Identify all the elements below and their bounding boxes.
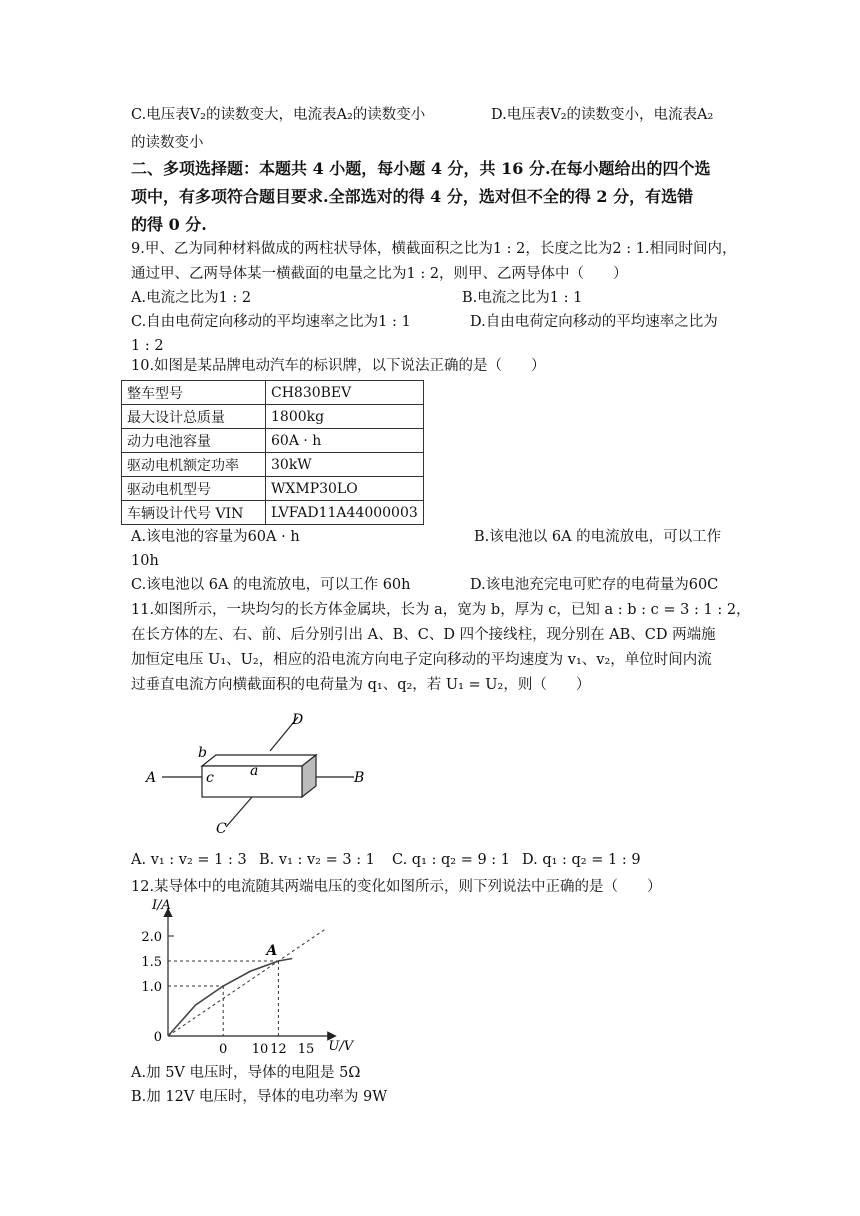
q10-option-d: D.该电池充完电可贮存的电荷量为60C — [470, 577, 719, 593]
label-b: b — [198, 745, 207, 761]
q11-stem: 过垂直电流方向横截面积的电荷量为 q₁、q₂，若 U₁ = U₂，则（ ） — [131, 677, 591, 693]
iv-chart — [130, 897, 354, 1057]
q11-option-b: B. v₁ : v₂ = 3 : 1 — [259, 852, 375, 868]
q11-stem: 11.如图所示，一块均匀的长方体金属块，长为 a，宽为 b，厚为 c，已知 a : b : c = 3 : 1 : 2， — [131, 602, 751, 618]
spec-table — [121, 380, 424, 525]
table-row — [122, 429, 424, 453]
table-row — [122, 381, 424, 405]
q11-option-d: D. q₁ : q₂ = 1 : 9 — [522, 852, 641, 868]
point-label: A — [266, 943, 278, 959]
q10-option-c: C.该电池以 6A 的电流放电，可以工作 60h — [131, 577, 411, 593]
label-A: A — [146, 770, 157, 786]
q10-stem: 10.如图是某品牌电动汽车的标识牌，以下说法正确的是（ ） — [131, 358, 546, 374]
table-key: 最大设计总质量 — [122, 405, 266, 429]
x-tick-label: 0 — [219, 1042, 228, 1057]
q8-option-d: D.电压表V₂的读数变小，电流表A₂ — [491, 107, 714, 123]
q9-option-d: D.自由电荷定向移动的平均速率之比为 — [470, 314, 718, 330]
table-row — [122, 453, 424, 477]
label-C: C — [216, 821, 227, 837]
table-value: WXMP30LO — [266, 477, 424, 501]
q9-option-a: A.电流之比为1 : 2 — [131, 290, 252, 306]
y-tick-label: 1.5 — [141, 955, 162, 970]
q9-stem: 9.甲、乙为同种材料做成的两柱状导体，横截面积之比为1 : 2，长度之比为2 : 1.相同时间内， — [131, 241, 737, 257]
y-axis-label: I/A — [152, 898, 171, 913]
q9-option-b: B.电流之比为1 : 1 — [462, 290, 583, 306]
cuboid-diagram — [140, 705, 380, 845]
q12-option-b: B.加 12V 电压时，导体的电功率为 9W — [131, 1089, 388, 1105]
y-tick-label: 1.0 — [141, 980, 162, 995]
q9-option-d-cont: 1 : 2 — [131, 338, 164, 354]
section-heading: 项中，有多项符合题目要求.全部选对的得 4 分，选对但不全的得 2 分，有选错 — [131, 187, 694, 206]
reference-line — [168, 930, 324, 1036]
table-value: 1800kg — [266, 405, 424, 429]
y-tick-label: 2.0 — [141, 930, 162, 945]
q8-option-c: C.电压表V₂的读数变大，电流表A₂的读数变小 — [131, 107, 426, 123]
table-key: 动力电池容量 — [122, 429, 266, 453]
iv-curve — [168, 959, 292, 1037]
q11-stem: 在长方体的左、右、前、后分别引出 A、B、C、D 四个接线柱，现分别在 AB、CD 两端施 — [131, 627, 716, 643]
x-tick-label: 10 — [251, 1042, 269, 1057]
q12-option-a: A.加 5V 电压时，导体的电阻是 5Ω — [131, 1065, 361, 1081]
x-axis-label: U/V — [328, 1039, 354, 1054]
q10-option-b: B.该电池以 6A 的电流放电，可以工作 — [474, 529, 722, 545]
q11-option-c: C. q₁ : q₂ = 9 : 1 — [392, 852, 511, 868]
table-key: 车辆设计代号 VIN — [122, 501, 266, 525]
label-c: c — [206, 770, 214, 786]
q11-stem: 加恒定电压 U₁、U₂，相应的沿电流方向电子定向移动的平均速度为 v₁、v₂，单位时间内流 — [131, 652, 712, 668]
table-row — [122, 477, 424, 501]
table-value: 60A · h — [266, 429, 424, 453]
table-row — [122, 405, 424, 429]
table-key: 整车型号 — [122, 381, 266, 405]
section-heading: 二、多项选择题：本题共 4 小题，每小题 4 分，共 16 分.在每小题给出的四个选 — [131, 159, 711, 178]
section-heading: 的得 0 分. — [131, 215, 207, 234]
q10-option-a: A.该电池的容量为60A · h — [131, 529, 300, 545]
q11-option-a: A. v₁ : v₂ = 1 : 3 — [131, 852, 247, 868]
table-row — [122, 501, 424, 525]
x-tick-label: 15 — [297, 1042, 315, 1057]
table-value: LVFAD11A44000003 — [266, 501, 424, 525]
q10-option-b-cont: 10h — [131, 553, 159, 569]
q9-stem: 通过甲、乙两导体某一横截面的电量之比为1 : 2，则甲、乙两导体中（ ） — [131, 266, 628, 282]
table-key: 驱动电机额定功率 — [122, 453, 266, 477]
q12-stem: 12.某导体中的电流随其两端电压的变化如图所示，则下列说法中正确的是（ ） — [131, 879, 662, 895]
x-tick-label: 12 — [270, 1042, 287, 1057]
label-B: B — [354, 770, 365, 786]
table-value: CH830BEV — [266, 381, 424, 405]
q9-option-c: C.自由电荷定向移动的平均速率之比为1 : 1 — [131, 314, 411, 330]
label-D: D — [292, 712, 304, 728]
q8-option-d-cont: 的读数变小 — [131, 135, 204, 151]
table-key: 驱动电机型号 — [122, 477, 266, 501]
y-tick-label: 0 — [153, 1030, 162, 1045]
table-value: 30kW — [266, 453, 424, 477]
label-a: a — [250, 763, 259, 779]
